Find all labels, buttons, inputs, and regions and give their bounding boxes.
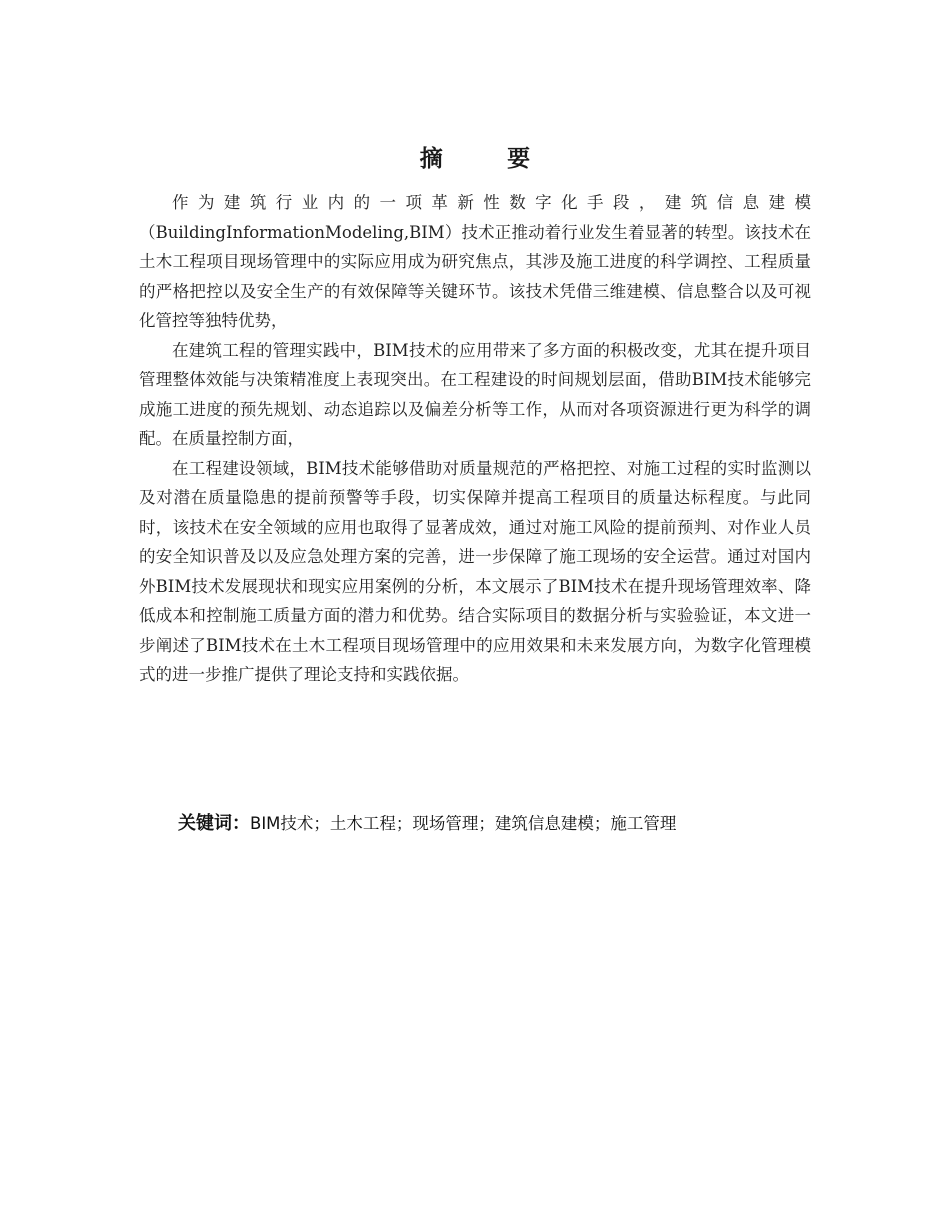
keywords-label: 关键词： [178,813,250,834]
abstract-body [139,188,811,690]
abstract-title: 摘 要 [419,145,551,172]
keywords-line [178,810,818,838]
abstract-paragraph-3: 在工程建设领域，BIM技术能够借助对质量规范的严格把控、对施工过程的实时监测以及对潜在质量隐患的提前预警等手段，切实保障并提高工程项目的质量达标程度。与此同时，该技术在安全领域的应用也取得了显著成效，通过对施工风险的提前预判、对作业人员的安全知识普及以及应急处理方案的完善，进一步保障了施工现场的安全运营。通过对国内外BIM技术发展现状和现实应用案例的分析，本文展示了BIM技术在提升现场管理效率、降低成本和控制施工质量方面的潜力和优势。结合实际项目的数据分析与实验验证，本文进一步阐述了BIM技术在土木工程项目现场管理中的应用效果和未来发展方向，为数字化管理模式的进一步推广提供了理论支持和实践依据。 [139,458,811,684]
abstract-paragraph-2: 在建筑工程的管理实践中，BIM技术的应用带来了多方面的积极改变，尤其在提升项目管理整体效能与决策精准度上表现突出。在工程建设的时间规划层面，借助BIM技术能够完成施工进度的预先规划、动态追踪以及偏差分析等工作，从而对各项资源进行更为科学的调配。在质量控制方面， [139,340,811,448]
abstract-paragraph-1: 作为建筑行业内的一项革新性数字化手段，建筑信息建模（BuildingInformationModeling,BIM）技术正推动着行业发生着显著的转型。该技术在土木工程项目现场管理中的实际应用成为研究焦点，其涉及施工进度的科学调控、工程质量的严格把控以及安全生产的有效保障等关键环节。该技术凭借三维建模、信息整合以及可视化管控等独特优势， [139,193,811,330]
keywords-list: BIM技术；土木工程；现场管理；建筑信息建模；施工管理 [250,814,677,833]
